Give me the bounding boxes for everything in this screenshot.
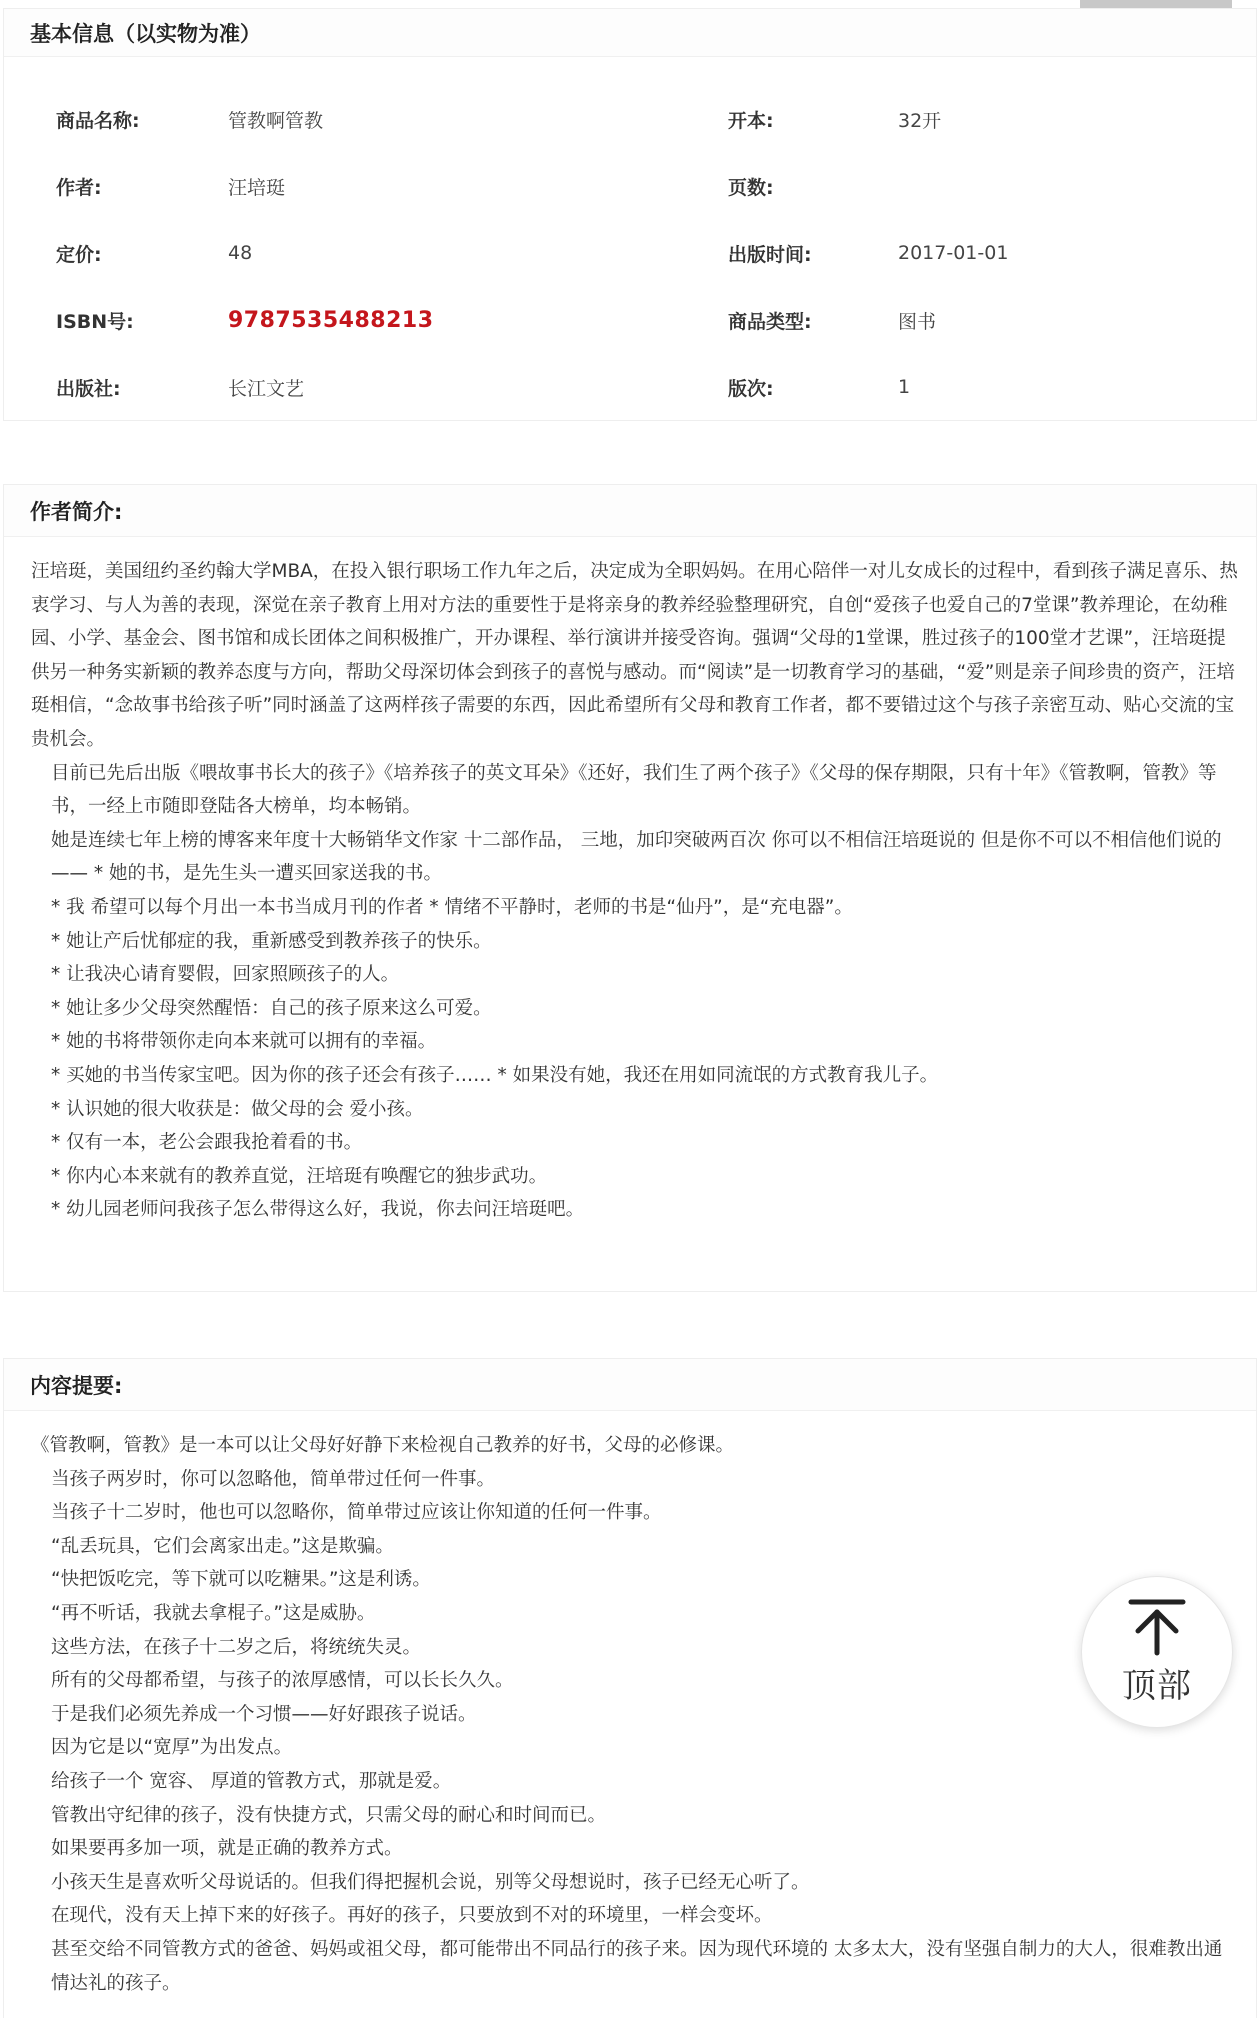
paragraph: 在现代，没有天上掉下来的好孩子。再好的孩子，只要放到不对的环境里，一样会变坏。 <box>51 1905 773 1927</box>
info-value: 2017-01-01 <box>898 242 1009 264</box>
author-intro-section <box>3 484 1257 1292</box>
info-value: 图书 <box>898 310 937 333</box>
paragraph: 甚至交给不同管教方式的爸爸、妈妈或祖父母，都可能带出不同品行的孩子来。因为现代环境的 太多太大，没有坚强自制力的大人，很难教出通情达礼的孩子。 <box>51 1938 1223 1994</box>
paragraph: “再不听话，我就去拿棍子。”这是威胁。 <box>51 1602 376 1624</box>
info-label: 作者: <box>56 176 102 199</box>
info-value: 汪培珽 <box>228 176 286 199</box>
info-value: 管教啊管教 <box>228 109 324 132</box>
info-label: 出版时间: <box>728 243 812 266</box>
paragraph: 因为它是以“宽厚”为出发点。 <box>51 1737 293 1759</box>
info-row <box>4 357 1256 417</box>
info-row <box>4 156 1256 216</box>
paragraph: 给孩子一个 宽容、 厚道的管教方式，那就是爱。 <box>51 1770 452 1792</box>
section-title: 作者简介: <box>4 485 1256 537</box>
paragraph: * 你内心本来就有的教养直觉，汪培珽有唤醒它的独步武功。 <box>51 1165 548 1187</box>
content-summary-section <box>3 1358 1257 2018</box>
info-row <box>4 290 1256 350</box>
paragraph: 《管教啊，管教》是一本可以让父母好好静下来检视自己教养的好书，父母的必修课。 <box>31 1435 735 1456</box>
paragraph: “快把饭吃完，等下就可以吃糖果。”这是利诱。 <box>51 1569 431 1591</box>
paragraph: 所有的父母都希望，与孩子的浓厚感情，可以长长久久。 <box>51 1670 514 1692</box>
paragraph: 管教出守纪律的孩子，没有快捷方式，只需父母的耐心和时间而已。 <box>51 1804 607 1826</box>
paragraph: “乱丢玩具，它们会离家出走。”这是欺骗。 <box>51 1535 394 1557</box>
info-row <box>4 89 1256 149</box>
arrow-up-bar-icon <box>1126 1598 1188 1656</box>
paragraph: 这些方法，在孩子十二岁之后，将统统失灵。 <box>51 1636 422 1658</box>
paragraph: 当孩子十二岁时，他也可以忽略你，简单带过应该让你知道的任何一件事。 <box>51 1502 662 1524</box>
paragraph: * 她让多少父母突然醒悟：自己的孩子原来这么可爱。 <box>51 997 492 1019</box>
paragraph: * 仅有一本，老公会跟我抢着看的书。 <box>51 1132 363 1154</box>
paragraph: 当孩子两岁时，你可以忽略他，简单带过任何一件事。 <box>51 1468 496 1490</box>
paragraph: * 她让产后忧郁症的我，重新感受到教养孩子的快乐。 <box>51 930 492 952</box>
paragraph: 于是我们必须先养成一个习惯——好好跟孩子说话。 <box>51 1703 477 1725</box>
isbn-value: 9787535488213 <box>228 307 434 333</box>
content-summary-text <box>4 1411 1256 2000</box>
paragraph: * 我 希望可以每个月出一本书当成月刊的作者 * 情绪不平静时，老师的书是“仙丹”，是“充电器”。 <box>51 896 853 918</box>
info-label: 定价: <box>56 243 102 266</box>
section-title: 基本信息（以实物为准） <box>4 9 1256 57</box>
paragraph: 汪培珽，美国纽约圣约翰大学MBA，在投入银行职场工作九年之后，决定成为全职妈妈。在用心陪伴一对儿女成长的过程中，看到孩子满足喜乐、热衷学习、与人为善的表现，深觉在亲子教育上用对方法的重要性于是将亲身的教养经验整理研究，自创“爱孩子也爱自己的7堂课”教养理论，在幼稚园、小学、基金会、图书馆和成长团体之间积极推广，开办课程、举行演讲并接受咨询。强调“父母的1堂课，胜过孩子的100堂才艺课”，汪培珽提供另一种务实新颖的教养态度与方向，帮助父母深切体会到孩子的喜悦与感动。而“阅读”是一切教育学习的基础，“爱”则是亲子间珍贵的资产，汪培珽相信，“念故事书给孩子听”同时涵盖了这两样孩子需要的东西，因此希望所有父母和教育工作者，都不要错过这个与孩子亲密互动、贴心交流的宝贵机会。 <box>31 561 1238 750</box>
info-value: 32开 <box>898 109 942 132</box>
paragraph: 小孩天生是喜欢听父母说话的。但我们得把握机会说，别等父母想说时，孩子已经无心听了。 <box>51 1871 810 1893</box>
info-value: 1 <box>898 376 911 398</box>
info-label: 页数: <box>728 176 774 199</box>
paragraph: * 她的书将带领你走向本来就可以拥有的幸福。 <box>51 1031 437 1053</box>
info-value: 48 <box>228 242 253 264</box>
paragraph: * 认识她的很大收获是：做父母的会 爱小孩。 <box>51 1098 424 1120</box>
section-title: 内容提要: <box>4 1359 1256 1411</box>
paragraph: 目前已先后出版《喂故事书长大的孩子》《培养孩子的英文耳朵》《还好，我们生了两个孩子》《父母的保存期限，只有十年》《管教啊，管教》等书，一经上市随即登陆各大榜单，均本畅销。 <box>51 762 1217 818</box>
paragraph: * 幼儿园老师问我孩子怎么带得这么好，我说，你去问汪培珽吧。 <box>51 1199 585 1221</box>
paragraph: * 让我决心请育婴假，回家照顾孩子的人。 <box>51 964 400 986</box>
info-label: 版次: <box>728 377 774 400</box>
paragraph: 如果要再多加一项，就是正确的教养方式。 <box>51 1838 403 1860</box>
info-value: 长江文艺 <box>228 377 305 400</box>
info-label: 开本: <box>728 109 774 132</box>
paragraph: 她是连续七年上榜的博客来年度十大畅销华文作家 十二部作品， 三地，加印突破两百次 你可以不相信汪培珽说的 但是你不可以不相信他们说的—— * 她的书，是先生头一遭买回家送我的书。 <box>51 829 1222 885</box>
info-label: 商品名称: <box>56 109 140 132</box>
info-label: 商品类型: <box>728 310 812 333</box>
basic-info-section <box>3 8 1257 421</box>
paragraph: * 买她的书当传家宝吧。因为你的孩子还会有孩子…… * 如果没有她，我还在用如同流氓的方式教育我儿子。 <box>51 1064 939 1086</box>
info-row <box>4 223 1256 283</box>
back-to-top-button[interactable] <box>1081 1576 1233 1728</box>
info-label: ISBN号: <box>56 310 134 333</box>
info-label: 出版社: <box>56 377 121 400</box>
back-to-top-label: 顶部 <box>1122 1665 1192 1706</box>
author-intro-text <box>4 537 1256 1227</box>
